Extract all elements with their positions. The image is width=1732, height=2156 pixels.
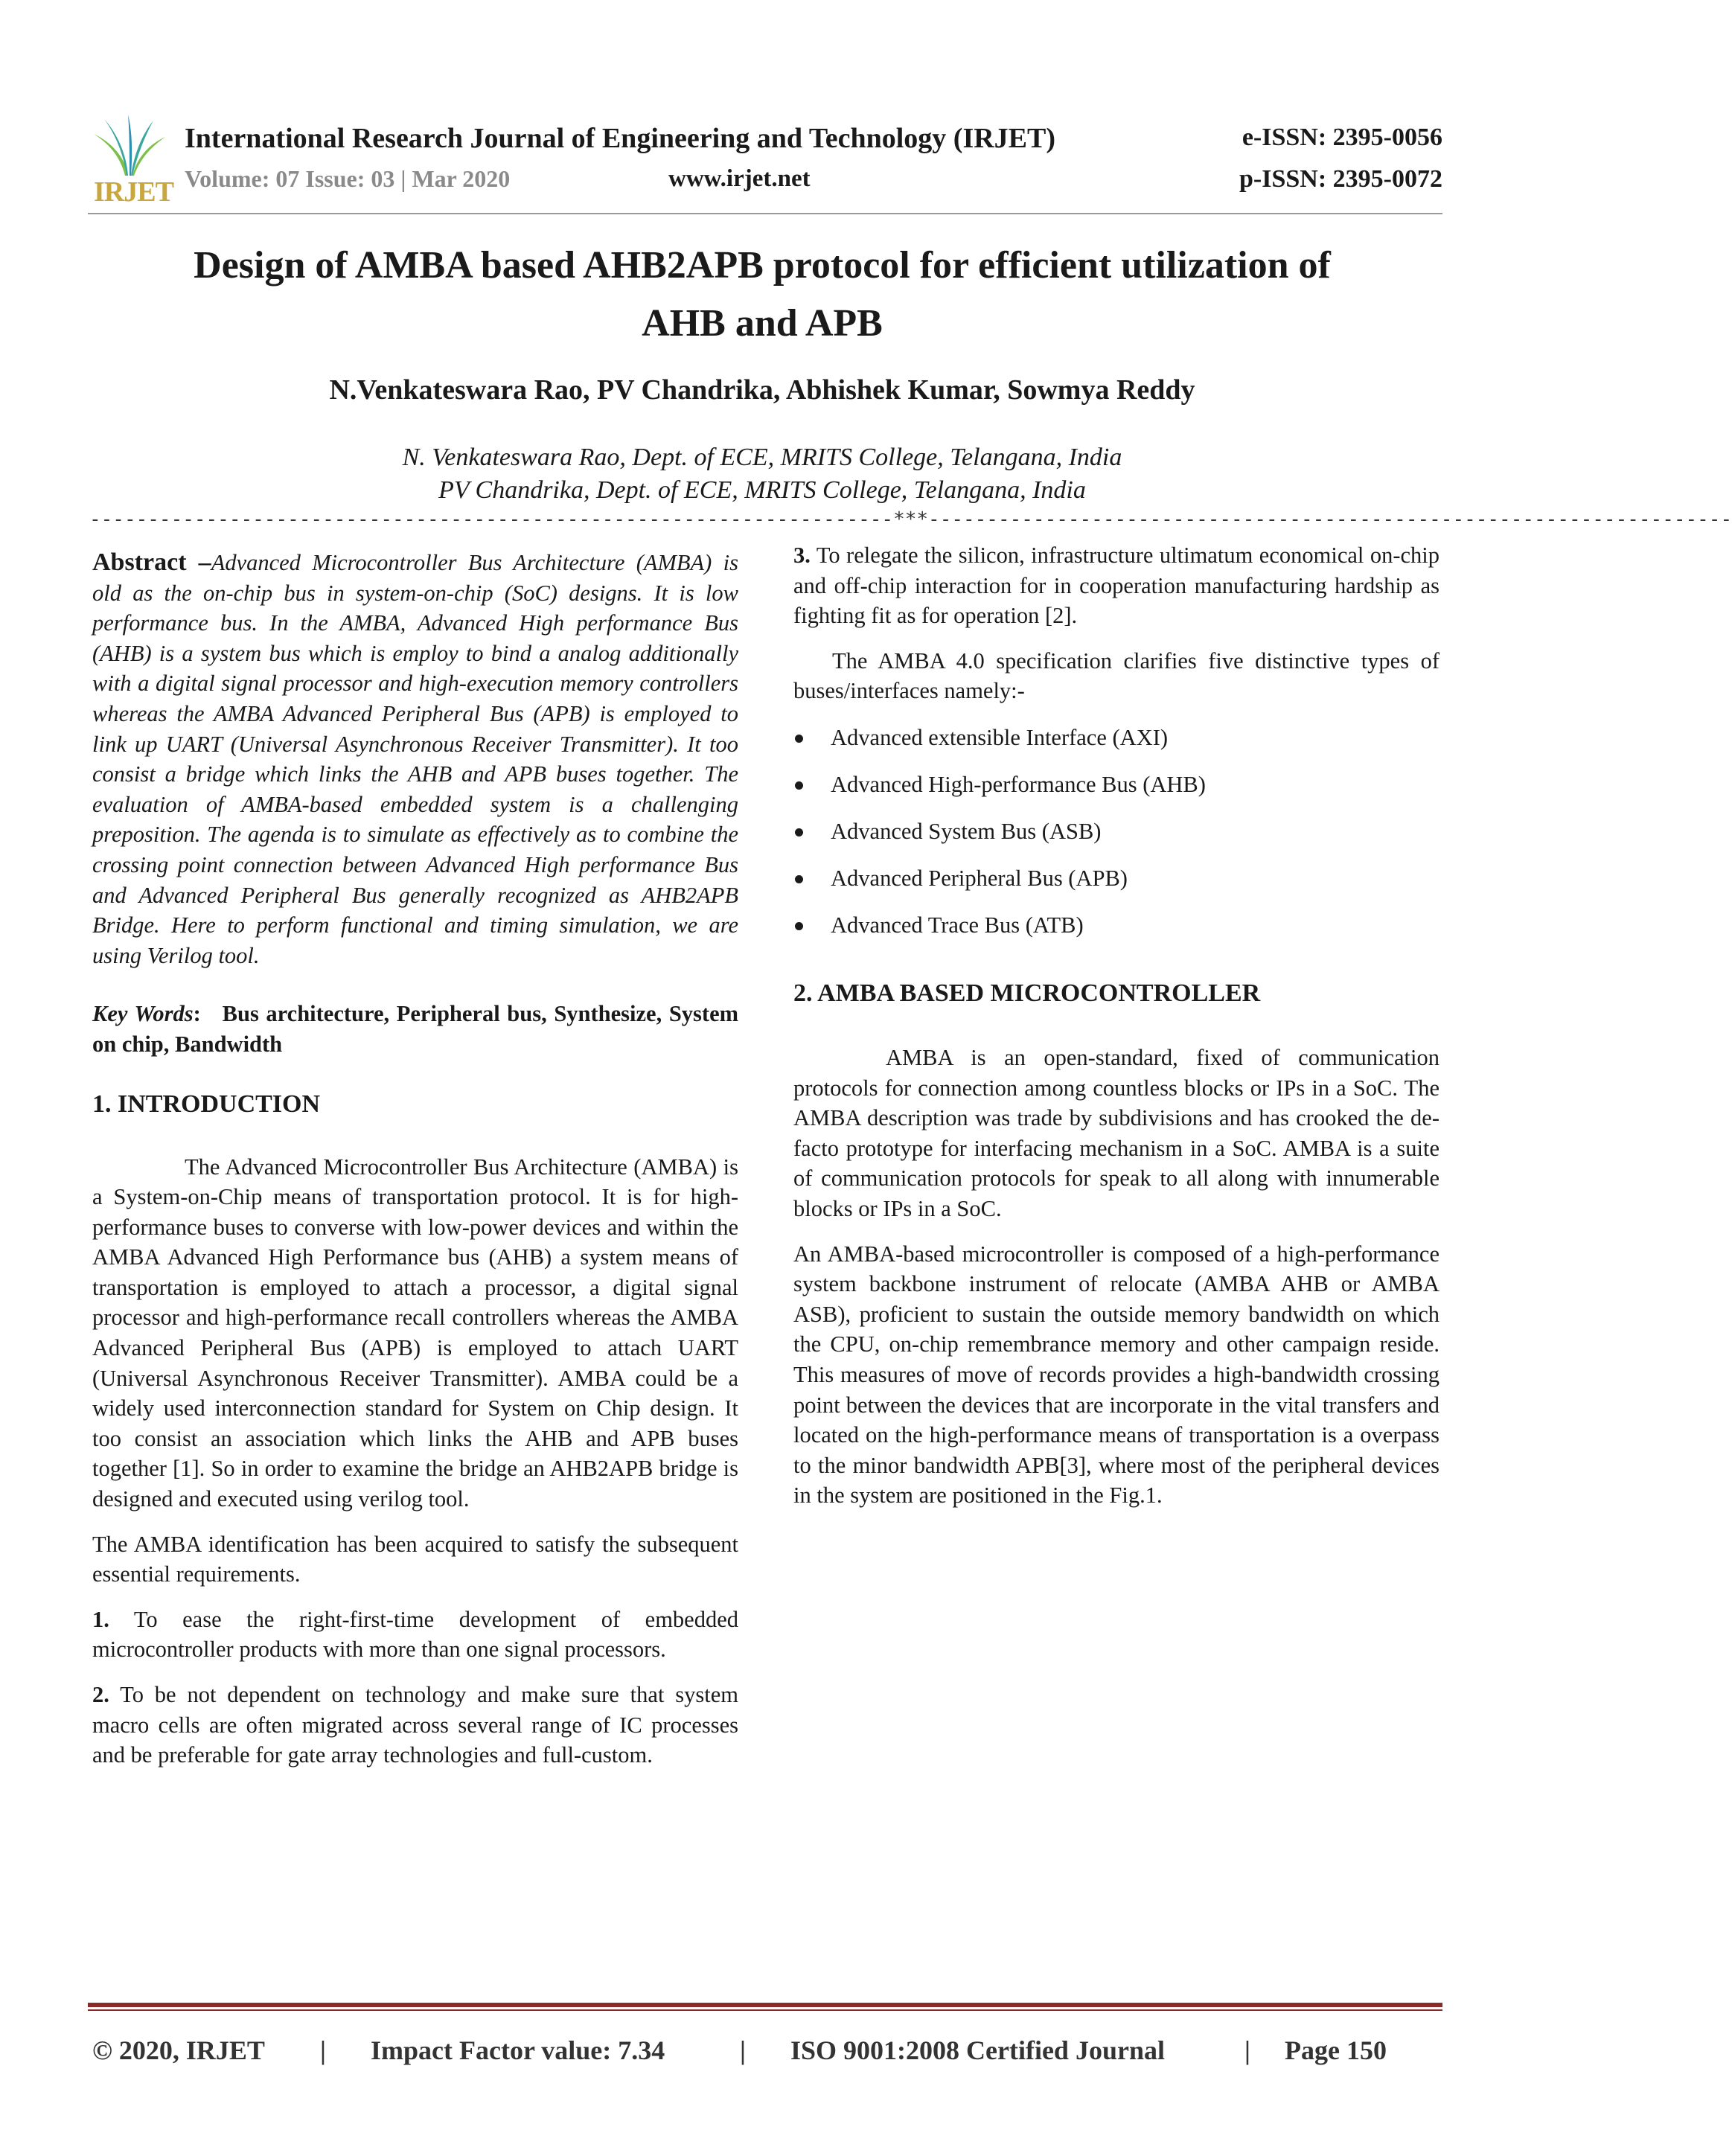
bullet-icon xyxy=(795,781,803,790)
journal-website: www.irjet.net xyxy=(668,165,811,192)
keywords-colon: : xyxy=(193,1001,201,1027)
journal-name: International Research Journal of Engineering and Technology (IRJET) xyxy=(185,123,1056,154)
requirement-3-text: To relegate the silicon, infrastructure ultimatum economical on-chip and off-chip interaction for in cooperation manufacturing hardship as fighting fit as for operation [2]. xyxy=(793,543,1440,629)
list-item xyxy=(793,723,1439,752)
section-2-paragraph-2: An AMBA-based microcontroller is composed of a high-performance system backbone instrument of relocate (AMBA AHB or AMBA ASB), proficient to sustain the outside memory bandwidth on which the CPU, on-chip remembrance memory and other campaign reside. This measures of move of records provides a high-bandwidth crossing point between the devices that are incorporate in the vital transfers and located on the high-performance means of transportation is a overpass to the minor bandwidth APB[3], where most of the peripheral devices in the system are positioned in the Fig.1. xyxy=(793,1241,1439,1509)
bullet-icon xyxy=(795,922,803,930)
abstract-label: Abstract – xyxy=(92,548,211,576)
intro-heading: 1. INTRODUCTION xyxy=(92,1090,321,1118)
footer-rule-thin xyxy=(88,2009,1442,2011)
bus-item-axi: Advanced extensible Interface (AXI) xyxy=(831,724,1169,750)
title-line-1: Design of AMBA based AHB2APB protocol for efficient utilization of xyxy=(194,244,1331,287)
intro-paragraph-1: The Advanced Microcontroller Bus Architecture (AMBA) is a System-on-Chip means of transportation protocol. It is for high-performance buses to converse with low-power devices and within the AMBA Advanced High Performance bus (AHB) a system means of transportation is employed to attach a processor, a digital signal processor and high-performance recall controllers whereas the AMBA Advanced Peripheral Bus (APB) is employed to attach UART (Universal Asynchronous Receiver Transmitter). AMBA could be a widely used interconnection standard for System on Chip design. It too consist an association which links the AHB and APB buses together [1]. So in order to examine the bridge an AHB2APB bridge is designed and executed using verilog tool. xyxy=(92,1154,738,1512)
spec-paragraph: The AMBA 4.0 specification clarifies five distinctive types of buses/interfaces namely:- xyxy=(793,647,1439,704)
footer-rule-thick xyxy=(88,2003,1442,2007)
section-2-heading: 2. AMBA BASED MICROCONTROLLER xyxy=(793,979,1261,1007)
bus-item-atb: Advanced Trace Bus (ATB) xyxy=(831,912,1084,938)
left-column xyxy=(92,543,738,1770)
section-separator: ---------------------------------------------------------------------***--------------------------------------------------------------------- xyxy=(89,508,1732,531)
footer-separator: | xyxy=(740,2035,746,2065)
requirement-3-number: 3. xyxy=(793,543,811,568)
list-item xyxy=(793,816,1439,846)
logo-wordmark: IRJET xyxy=(94,176,173,208)
abstract-body: Advanced Microcontroller Bus Architecture (AMBA) is old as the on-chip bus in system-on-chip (SoC) designs. It is low performance bus. In the AMBA, Advanced High performance Bus (AHB) is a system bus which is employ to bind a analog additionally with a digital signal processor and high-execution memory controllers whereas the AMBA Advanced Peripheral Bus (APB) is employed to link up UART (Universal Asynchronous Receiver Transmitter). It too consist a bridge which links the AHB and APB buses together. The evaluation of AMBA-based embedded system is a challenging preposition. The agenda is to simulate as effectively as to combine the crossing point connection between Advanced High performance Bus and Advanced Peripheral Bus generally recognized as AHB2APB Bridge. Here to perform functional and timing simulation, we are using Verilog tool. xyxy=(92,550,738,968)
bullet-icon xyxy=(795,735,803,743)
footer-impact-factor: Impact Factor value: 7.34 xyxy=(371,2035,665,2065)
bullet-icon xyxy=(795,875,803,883)
page-number: Page 150 xyxy=(1285,2035,1387,2065)
list-item xyxy=(793,770,1439,799)
bus-item-asb: Advanced System Bus (ASB) xyxy=(831,818,1102,844)
paper-title xyxy=(74,237,1450,353)
p-issn: p-ISSN: 2395-0072 xyxy=(1239,165,1442,193)
header-divider xyxy=(88,213,1442,214)
bus-item-apb: Advanced Peripheral Bus (APB) xyxy=(831,865,1128,891)
bus-item-ahb: Advanced High-performance Bus (AHB) xyxy=(831,771,1206,797)
keywords-label: Key Words xyxy=(92,1001,194,1027)
logo-leaf-icon xyxy=(88,112,168,179)
footer-separator: | xyxy=(320,2035,326,2065)
keywords xyxy=(92,999,738,1059)
requirement-2 xyxy=(92,1680,738,1770)
requirement-1 xyxy=(92,1605,738,1665)
bus-list xyxy=(793,723,1439,940)
requirement-1-number: 1. xyxy=(92,1606,109,1632)
intro-paragraph-2: The AMBA identification has been acquired to satisfy the subsequent essential requirements. xyxy=(92,1531,738,1587)
volume-issue: Volume: 07 Issue: 03 | Mar 2020 xyxy=(185,165,511,192)
irjet-logo xyxy=(88,112,173,208)
affiliation-2: PV Chandrika, Dept. of ECE, MRITS College, Telangana, India xyxy=(438,476,1086,504)
e-issn: e-ISSN: 2395-0056 xyxy=(1242,124,1442,151)
author-list: N.Venkateswara Rao, PV Chandrika, Abhishek Kumar, Sowmya Reddy xyxy=(329,374,1195,406)
list-item xyxy=(793,910,1439,940)
requirement-1-text: To ease the right-first-time development of embedded microcontroller products with more than one signal processors. xyxy=(92,1606,739,1663)
list-item xyxy=(793,863,1439,893)
journal-header xyxy=(88,104,1442,216)
requirement-3 xyxy=(793,540,1439,631)
abstract xyxy=(92,548,738,970)
right-column xyxy=(793,543,1439,1511)
requirement-2-number: 2. xyxy=(92,1682,109,1707)
requirement-2-text: To be not dependent on technology and make sure that system macro cells are often migrated across several range of IC processes and be preferable for gate array technologies and full-custom. xyxy=(92,1682,738,1768)
bullet-icon xyxy=(795,828,803,837)
section-2-paragraph-1: AMBA is an open-standard, fixed of communication protocols for connection among countless blocks or IPs in a SoC. The AMBA description was trade by subdivisions and has crooked the de-facto prototype for interfacing mechanism in a SoC. AMBA is a suite of communication protocols for speak to all along with innumerable blocks or IPs in a SoC. xyxy=(793,1044,1439,1221)
footer-separator: | xyxy=(1244,2035,1250,2065)
keywords-body: Bus architecture, Peripheral bus, Synthesize, System on chip, Bandwidth xyxy=(92,1001,739,1057)
footer-iso: ISO 9001:2008 Certified Journal xyxy=(790,2035,1165,2065)
footer-copyright: © 2020, IRJET xyxy=(92,2035,265,2065)
title-line-2: AHB and APB xyxy=(642,302,883,345)
affiliation-1: N. Venkateswara Rao, Dept. of ECE, MRITS College, Telangana, India xyxy=(402,444,1122,471)
page-footer xyxy=(92,2035,1447,2072)
